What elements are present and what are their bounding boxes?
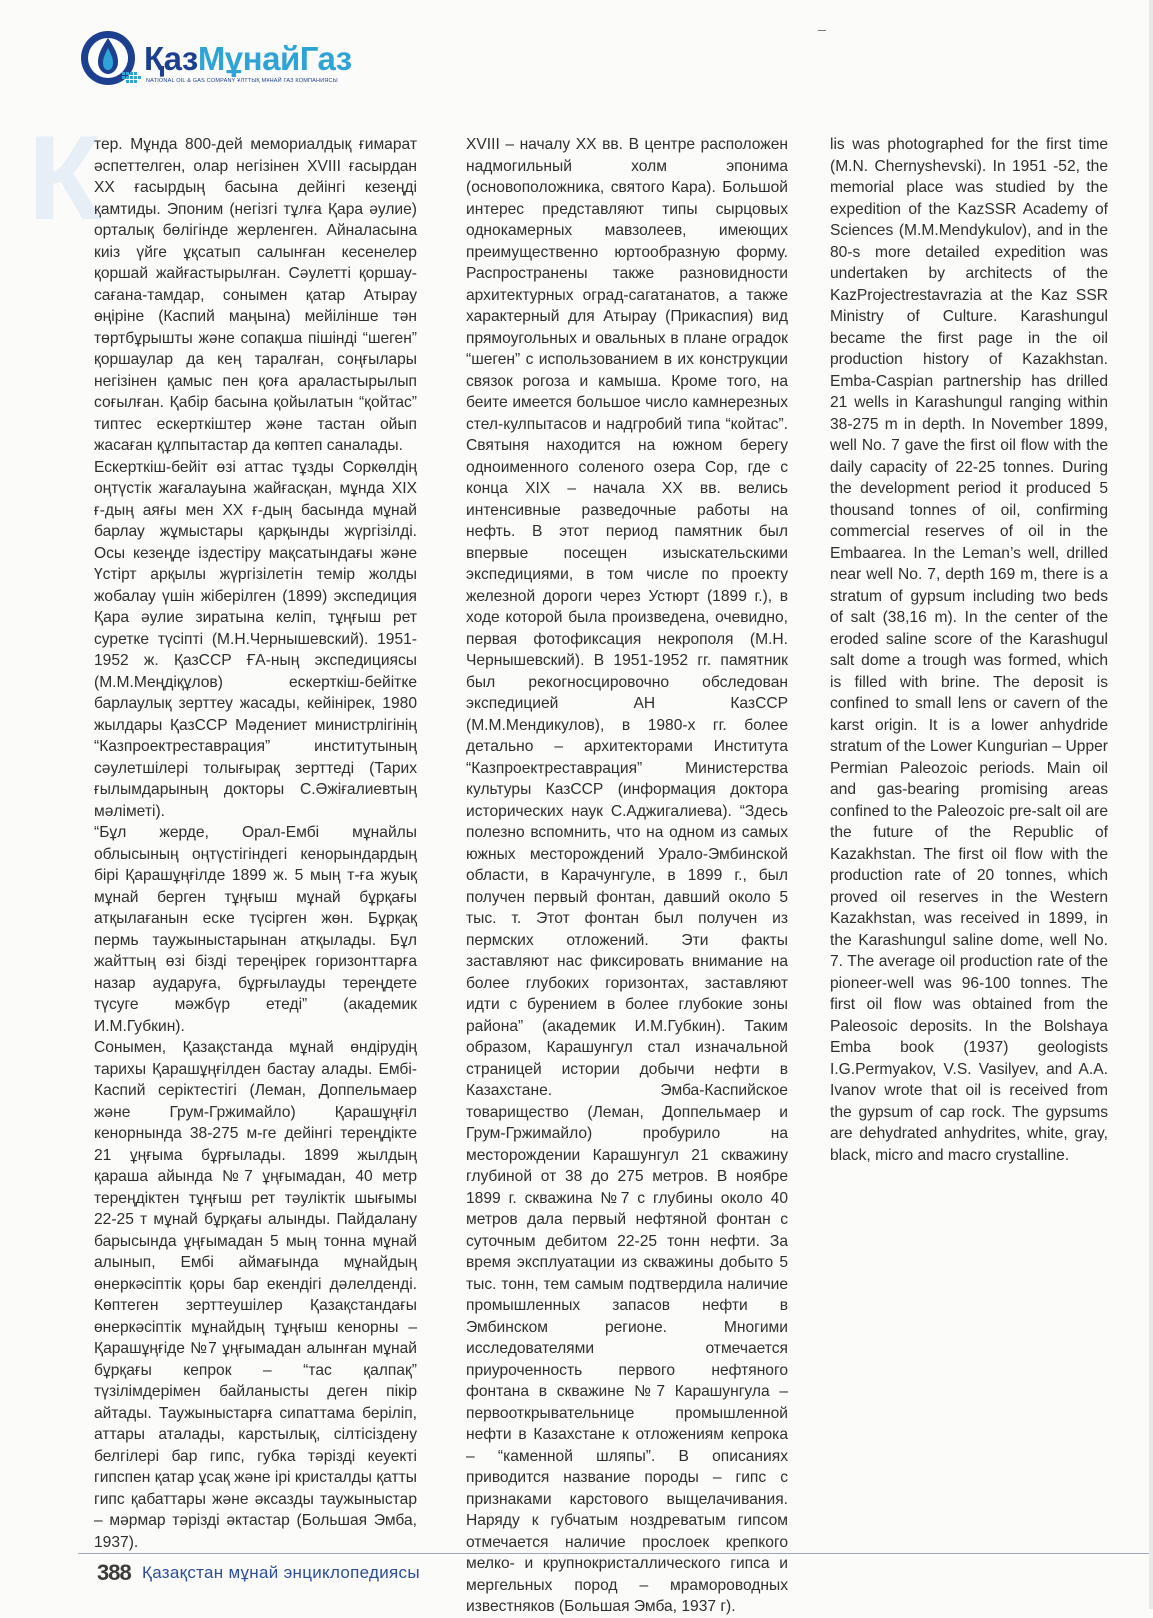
- kazmunaygas-logo: [78, 22, 378, 92]
- publication-title: Қазақстан мұнай энциклопедиясы: [142, 1563, 420, 1582]
- column-english: [830, 134, 1108, 1166]
- column-kazakh: [94, 134, 417, 1553]
- column-russian: [466, 134, 788, 1618]
- page-edge: [1149, 0, 1153, 1609]
- footer-rule: [78, 1553, 1153, 1554]
- logo-wordmark-part1: Қаз: [144, 40, 198, 77]
- page-number: 388: [97, 1560, 131, 1585]
- kazakh-paragraph-3: “Бұл жерде, Орал-Ембі мұнайлы облысының оңтүстігіндегі кенорындардың бірі Қарашұңғілде 1899 ж. 5 мың т-ға жуық мұнай берген тұңғыш мұнай бұрқағы атқылағанын еске түсірген жөн. Бұрқақ пермь таужыныстарынан атқылады. Бұл жайттың өзі бізді тереңірек горизонттарға назар аударуға, бұрғылауды тереңдете түсуге мәжбүр етеді” (академик И.М.Губкин).: [94, 824, 417, 1035]
- russian-paragraph-1: XVIII – началу XX вв. В центре расположен надмогильный холм эпонима (основоположника, святого Кара). Большой интерес представляют типы сырцовых однокамерных мавзолеев, имеющих преимущественно юртообразную форму. Распространены также разновидности архитектурных оград-сагатанатов, а также характерный для Атырау (Прикаспия) вид прямоугольных и овальных в плане оградок “шеген” с использованием в их конструкции связок рогоза и камыша. Кроме того, на беите имеется большое число камнерезных стел-кулпытасов и надгробий типа “койтас”. Святыня находится на южном берегу одноименного соленого озера Сор, где с конца XIX – начала XX вв. велись интенсивные разведочные работы на нефть. В этот период памятник был впервые посещен изыскательскими экспедициями, в том числе по проекту железной дороги через Устюрт (1899 г.), в ходе которой была произведена, очевидно, первая фотофиксация некрополя (М.Н. Чернышевский). В 1951-1952 гг. памятник был рекогносцировочно обследован экспедицией АН КазССР (М.М.Мендикулов), в 1980-х гг. более детально – архитекторами Института “Казпроектреставрация” Министерства культуры КазССР (информация доктора исторических наук С.Аджигалиева). “Здесь полезно вспомнить, что на одном из самых южных месторождений Урало-Эмбинской области, в Карачунгуле, в 1899 г., был получен первый фонтан, давший около 5 тыс. т. Этот фонтан был получен из пермских отложений. Эти факты заставляют нас фиксировать внимание на более глубоких горизонтах, заставляют идти с бурением в более глубокие зоны района” (академик И.М.Губкин). Таким образом, Карашунгул стал изначальной страницей истории добычи нефти в Казахстане. Эмба-Каспийское товарищество (Леман, Доппельмаер и Грум-Гржимайло) пробурило на месторождении Карашунгул 21 скважину глубиной от 38 до 275 метров. В ноябре 1899 г. скважина №7 с глубины около 40 метров дала первый нефтяной фонтан с суточным дебитом 22-25 тонн нефти. За время эксплуатации из скважины добыто 5 тыс. тонн, тем самым подтвердила наличие промышленных запасов нефти в Эмбинском регионе. Многими исследователями отмечается приуроченность первого нефтяного фонтана в скважине №7 Карашунгула – первооткрывательнице промышленной нефти в Казахстане к отложениям кепрока – “каменной шляпы”. В описаниях приводится название породы – гипс с признаками карстового выщелачивания. Наряду к губчатым ноздреватым гипсом отмечается наличие прослоек крепкого мелко- и крупнокристаллического гипса и мергельных пород – мрамороводных известняков (Большая Эмба, 1937 г).: [466, 136, 788, 1615]
- logo-wordmark-part2: МұнайГаз: [197, 40, 352, 77]
- logo-wordmark: [144, 42, 352, 76]
- logo-tagline: NATIONAL OIL & GAS COMPANY ҰЛТТЫҚ МҰНАЙ ГАЗ КОМПАНИЯСЫ: [146, 78, 338, 84]
- english-paragraph-1: lis was photographed for the first time (M.N. Chernyshevski). In 1951 -52, the memorial place was studied by the expedition of the KazSSR Academy of Sciences (M.M.Mendykulov), and in the 80-s more detailed expedition was undertaken by architects of the KazProjectrestavrazia at the Kaz SSR Ministry of Culture. Karashungul became the first page in the oil production history of Kazakhstan. Emba-Caspian partnership has drilled 21 wells in Karashungul ranging within 38-275 m in depth. In November 1899, well No. 7 gave the first oil flow with the daily capacity of 22-25 tonnes. During the development period it produced 5 thousand tonnes of oil, confirming commercial reserves of oil in the Embaarea. In the Leman’s well, drilled near well No. 7, depth 169 m, there is a stratum of gypsum including two beds of salt (38,16 m). In the center of the eroded saline score of the Karashugul salt dome a trough was formed, which is filled with brine. The deposit is confined to small lens or cavern of the karst origin. It is a lower anhydride stratum of the Lower Kungurian – Upper Permian Paleozoic periods. Main oil and gas-bearing promising areas confined to the Paleozoic pre-salt oil are the future of the Republic of Kazakhstan. The first oil flow with the production rate of 20 tonnes, which proved oil reserves in the Western Kazakhstan, was received in 1899, in the Karashungul saline dome, well No. 7. The average oil production rate of the pioneer-well was 96-100 tonnes. The first oil flow was obtained from the Paleosoic deposits. In the Bolshaya Emba book (1937) geologists I.G.Permyakov, V.S. Vasilyev, and A.A. Ivanov wrote that oil is received from the gypsum of cap rock. The gypsums are dehydrated anhydrites, white, gray, black, micro and macro crystalline.: [830, 136, 1108, 1164]
- print-mark: [818, 30, 826, 31]
- flame-drop-emblem-icon: [78, 24, 144, 90]
- kazakh-paragraph-4: Сонымен, Қазақстанда мұнай өндірудің тарихы Қарашұңғілден бастау алады. Ембі-Каспий серіктестігі (Леман, Доппельмаер және Грум-Гржимайло) Қарашұңғіл кенорнында 38-275 м-ге дейінгі тереңдікте 21 ұңғыма бұрғылады. 1899 жылдың қараша айында №7 ұңғымадан, 40 метр тереңдіктен тұңғыш рет тәуліктік шығымы 22-25 т мұнай бұрқағы алынды. Пайдалану барысында ұңғымадан 5 мың тонна мұнай алынып, Ембі аймағында мұнайдың өнеркәсіптік қоры бар екендігі дәлелденді. Көптеген зерттеушілер Қазақстандағы өнеркәсіптік мұнайдың тұңғыш кенорны – Қарашұңғіде №7 ұңғымадан алынған мұнай бұрқағы кепрок – “тас қалпақ” түзілімдерімен байланысты деген пікір айтады. Таужыныстарға сипаттама беріліп, аттары аталады, карстылық, сілтісіздену белгілері бар гипс, губка тәрізді кеуекті гипспен қатар ұсақ және ірі кристалды қатты гипс қабаттары және әксазды таужыныстар – мәрмар тәрізді әктастар (Большая Эмба, 1937).: [94, 1039, 417, 1551]
- kazakh-paragraph-1: тер. Мұнда 800-дей мемориалдық ғимарат әспеттелген, олар негізінен XVIII ғасырдан XX ғасырдың басына дейінгі кезеңді қамтиды. Эпоним (негізгі тұлға Қара әулие) орталық бөлігінде жерленген. Айналасына киіз үйге ұқсатып салынған кесенелер қоршай жайғастырылған. Сәулетті қоршау-сағана-тамдар, сонымен қатар Атырау өңіріне (Каспий маңына) мейілінше тән төртбұрышты және сопақша пішінді “шеген” қоршаулар да кең таралған, соңғылары негізінен қамыс пен қоға араластырылып соғылған. Қабір басына қойылатын “қойтас” типтес ескерткіштер және тастан ойып жасаған құлпытастар да көптеп саналады.: [94, 136, 417, 454]
- decorative-drop-letter: К: [28, 111, 102, 245]
- kazakh-paragraph-2: Ескерткіш-бейіт өзі аттас тұзды Соркөлдің оңтүстік жағалауына жайғасқан, мұнда XIX ғ-дың аяғы мен XX ғ-дың басында мұнай барлау жұмыстары қарқынды жүргізілді. Осы кезеңде іздестіру мақсатындағы және Үстірт арқылы жүргізілетін темір жолды жобалау үшін жіберілген (1899) экспедиция Қара әулие зиратына келіп, тұңғыш рет суретке түсіпті (М.Н.Чернышевский). 1951-1952 ж. ҚазССР ҒА-ның экспедициясы (М.М.Меңдіқұлов) ескерткіш-бейітке барлаулық зерттеу жасады, кейінірек, 1980 жылдары ҚазССР Мәдениет министрлігінің “Казпроектреставрация” институтының сәулетшілері толығырақ зерттеді (Тарих ғылымдарының докторы С.Әжіғалиевтың мәліметі).: [94, 458, 417, 820]
